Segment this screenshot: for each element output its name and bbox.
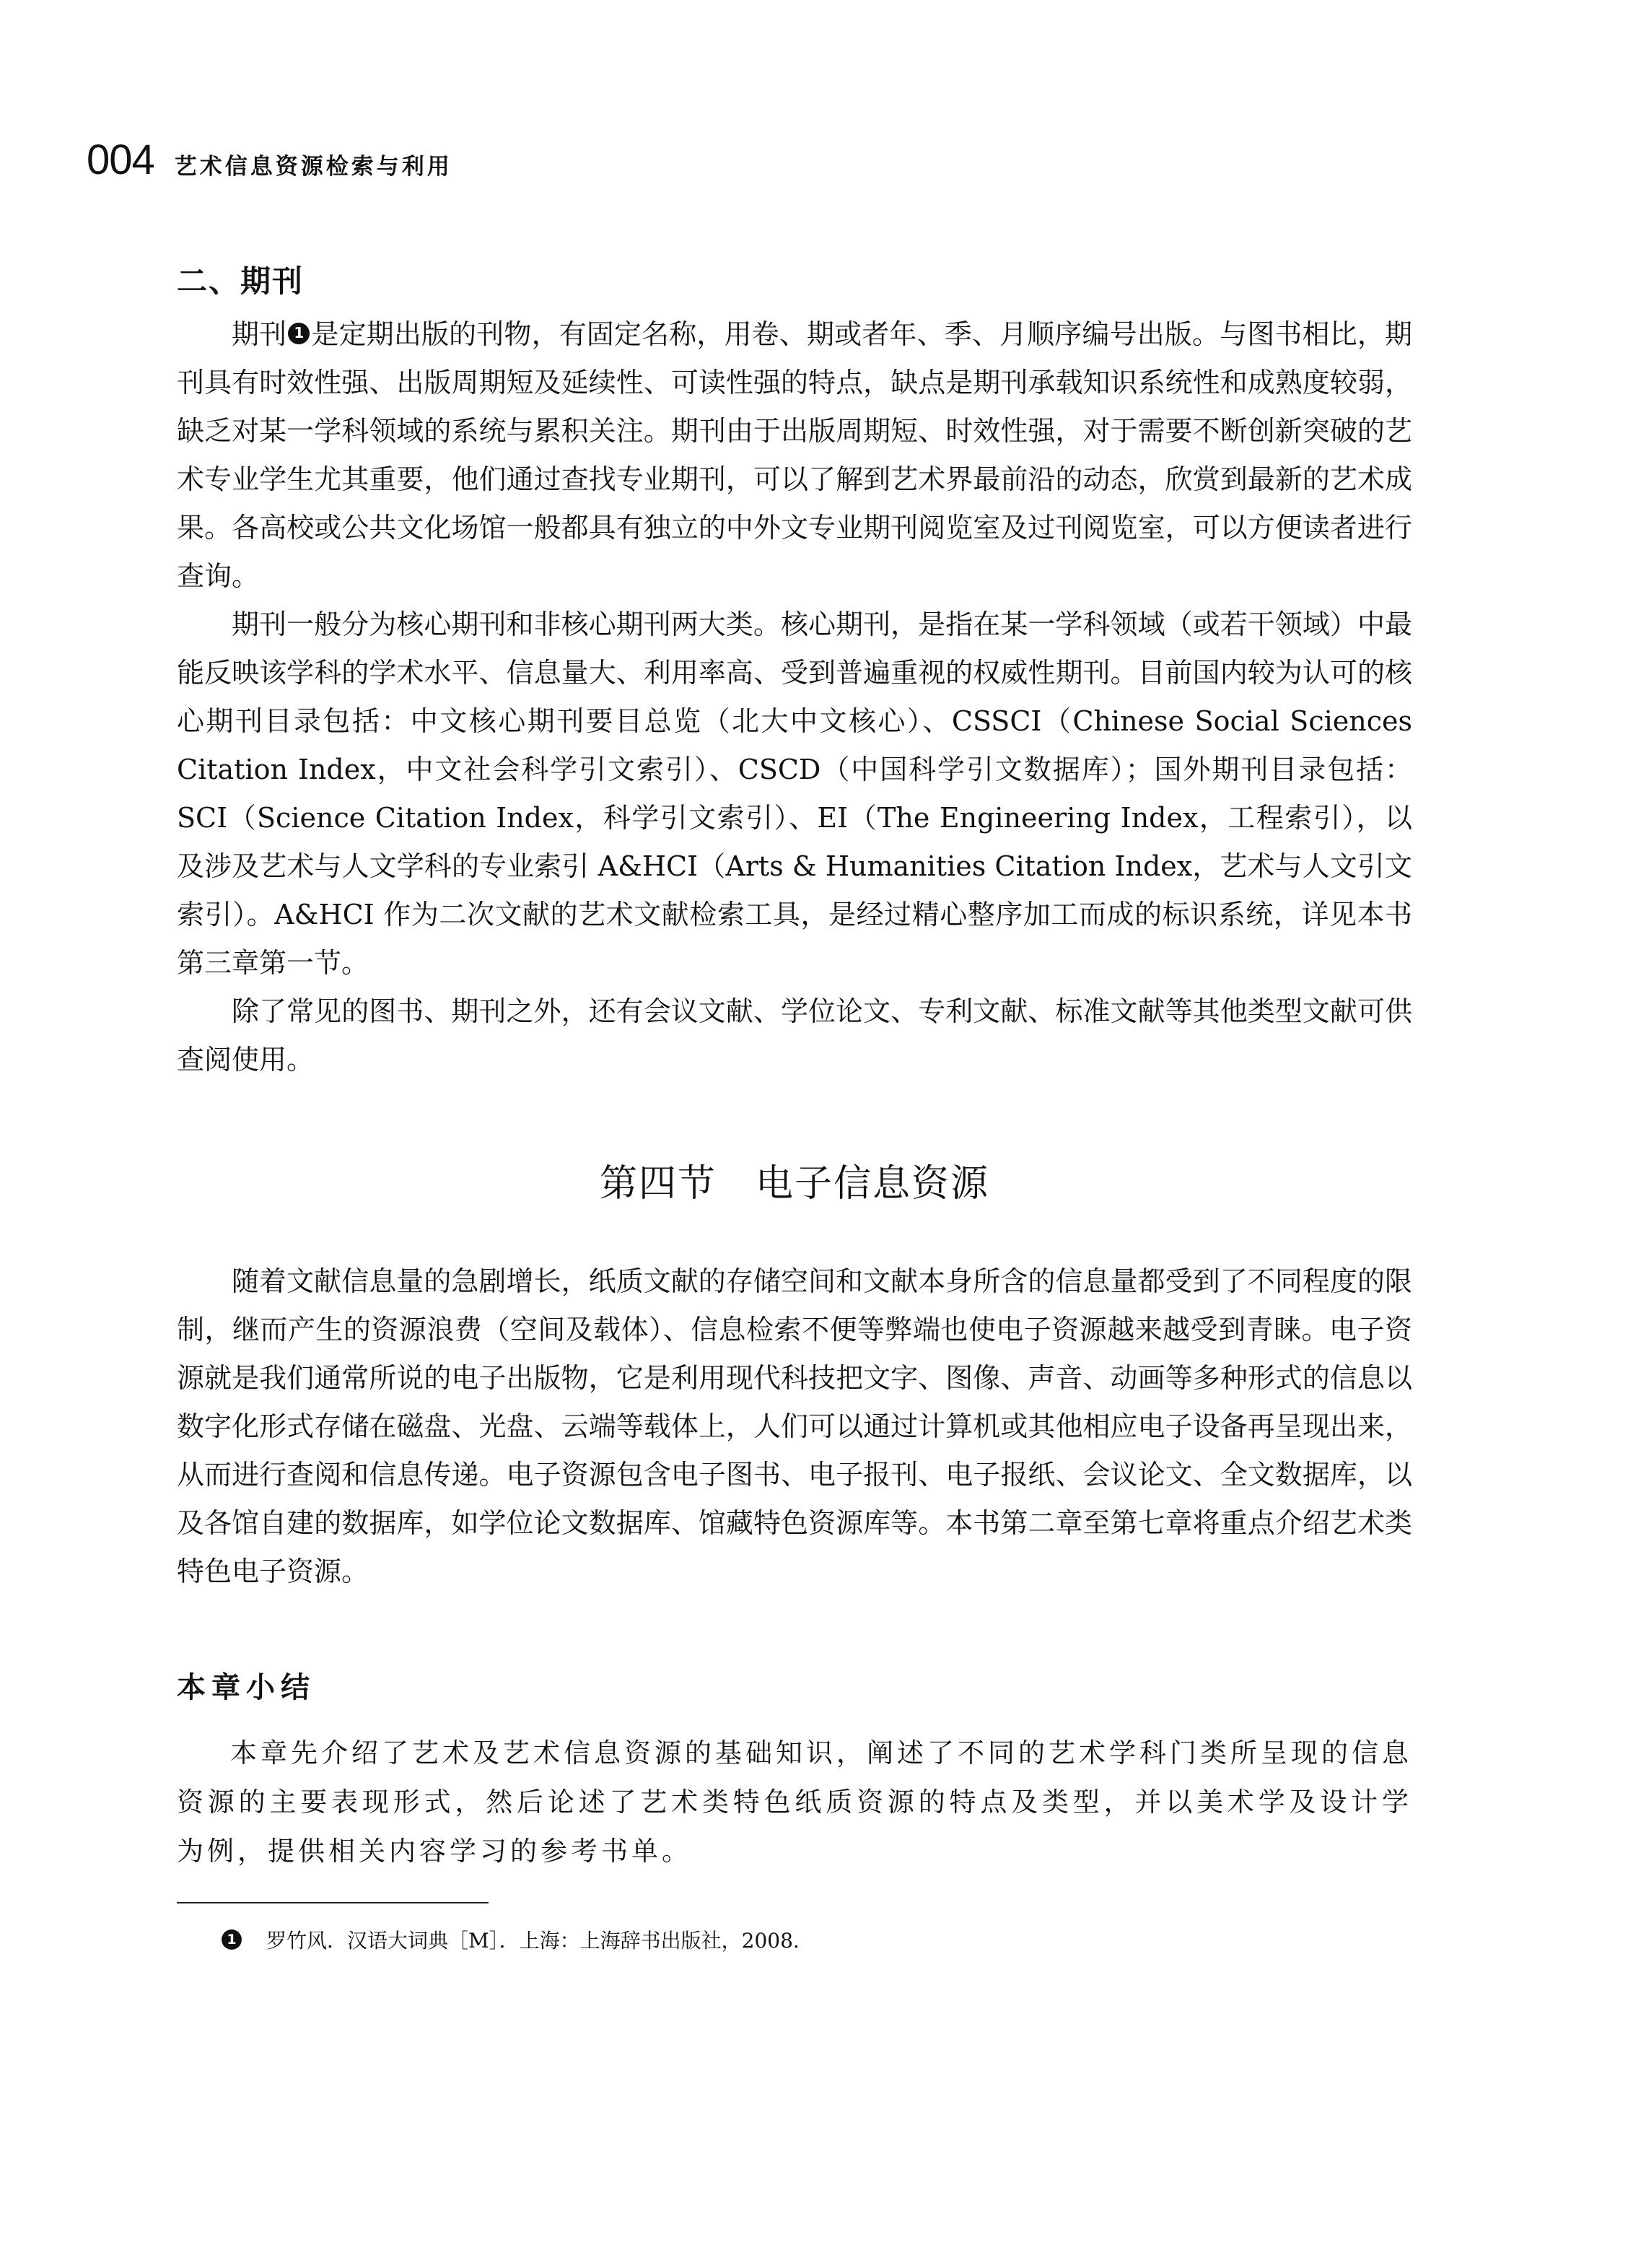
periodicals-paragraph-1 (177, 310, 1412, 601)
book-title: 艺术信息资源检索与利用 (174, 154, 452, 180)
periodicals-paragraph-1-text: 是定期出版的刊物，有固定名称，用卷、期或者年、季、月顺序编号出版。与图书相比，期刊具有时效性强、出版周期短及延续性、可读性强的特点，缺点是期刊承载知识系统性和成熟度较弱，缺乏对某一学科领域的系统与累积关注。期刊由于出版周期短、时效性强，对于需要不断创新突破的艺术专业学生尤其重要，他们通过查找专业期刊，可以了解到艺术界最前沿的动态，欣赏到最新的艺术成果。各高校或公共文化场馆一般都具有独立的中外文专业期刊阅览室及过刊阅览室，可以方便读者进行查询。 (177, 318, 1412, 592)
chapter-summary-heading: 本章小结 (177, 1671, 315, 1704)
footnote-reference-icon[interactable]: 1 (288, 323, 310, 344)
electronic-resources-paragraph: 随着文献信息量的急剧增长，纸质文献的存储空间和文献本身所含的信息量都受到了不同程度的限制，继而产生的资源浪费（空间及载体）、信息检索不便等弊端也使电子资源越来越受到青睐。电子资源就是我们通常所说的电子出版物，它是利用现代科技把文字、图像、声音、动画等多种形式的信息以数字化形式存储在磁盘、光盘、云端等载体上，人们可以通过计算机或其他相应电子设备再呈现出来，从而进行查阅和信息传递。电子资源包含电子图书、电子报刊、电子报纸、会议论文、全文数据库，以及各馆自建的数据库，如学位论文数据库、馆藏特色资源库等。本书第二章至第七章将重点介绍艺术类特色电子资源。 (177, 1265, 1412, 1587)
page-body (177, 260, 1412, 1954)
footnote-marker-icon: 1 (222, 1929, 242, 1950)
chapter-summary-text: 本章先介绍了艺术及艺术信息资源的基础知识，阐述了不同的艺术学科门类所呈现的信息资源的主要表现形式，然后论述了艺术类特色纸质资源的特点及类型，并以美术学及设计学为例，提供相关内容学习的参考书单。 (177, 1737, 1412, 1867)
footnote (177, 1925, 1412, 1954)
footnote-divider (177, 1902, 489, 1903)
running-header (87, 136, 452, 193)
periodicals-paragraph-3: 除了常见的图书、期刊之外，还有会议文献、学位论文、专利文献、标准文献等其他类型文献可供查阅使用。 (177, 995, 1412, 1076)
periodicals-lead-word: 期刊 (232, 318, 287, 350)
page-number: 004 (87, 136, 154, 183)
periodicals-heading: 二、期刊 (177, 263, 305, 299)
footnote-text: 罗竹风．汉语大词典［M］．上海：上海辞书出版社，2008. (266, 1929, 800, 1953)
periodicals-paragraph-2: 期刊一般分为核心期刊和非核心期刊两大类。核心期刊，是指在某一学科领域（或若干领域）中最能反映该学科的学术水平、信息量大、利用率高、受到普遍重视的权威性期刊。目前国内较为认可的核心期刊目录包括：中文核心期刊要目总览（北大中文核心）、CSSCI（Chinese Social Sciences Citation Index，中文社会科学引文索引）、CSCD（中国科学引文数据库）；国外期刊目录包括：SCI（Science Citation Index，科学引文索引）、EI（The Engineering Index，工程索引），以及涉及艺术与人文学科的专业索引 A&HCI（Arts & Humanities Citation Index，艺术与人文引文索引）。A&HCI 作为二次文献的艺术文献检索工具，是经过精心整序加工而成的标识系统，详见本书第三章第一节。 (177, 609, 1412, 979)
section-title: 第四节 电子信息资源 (599, 1162, 989, 1205)
